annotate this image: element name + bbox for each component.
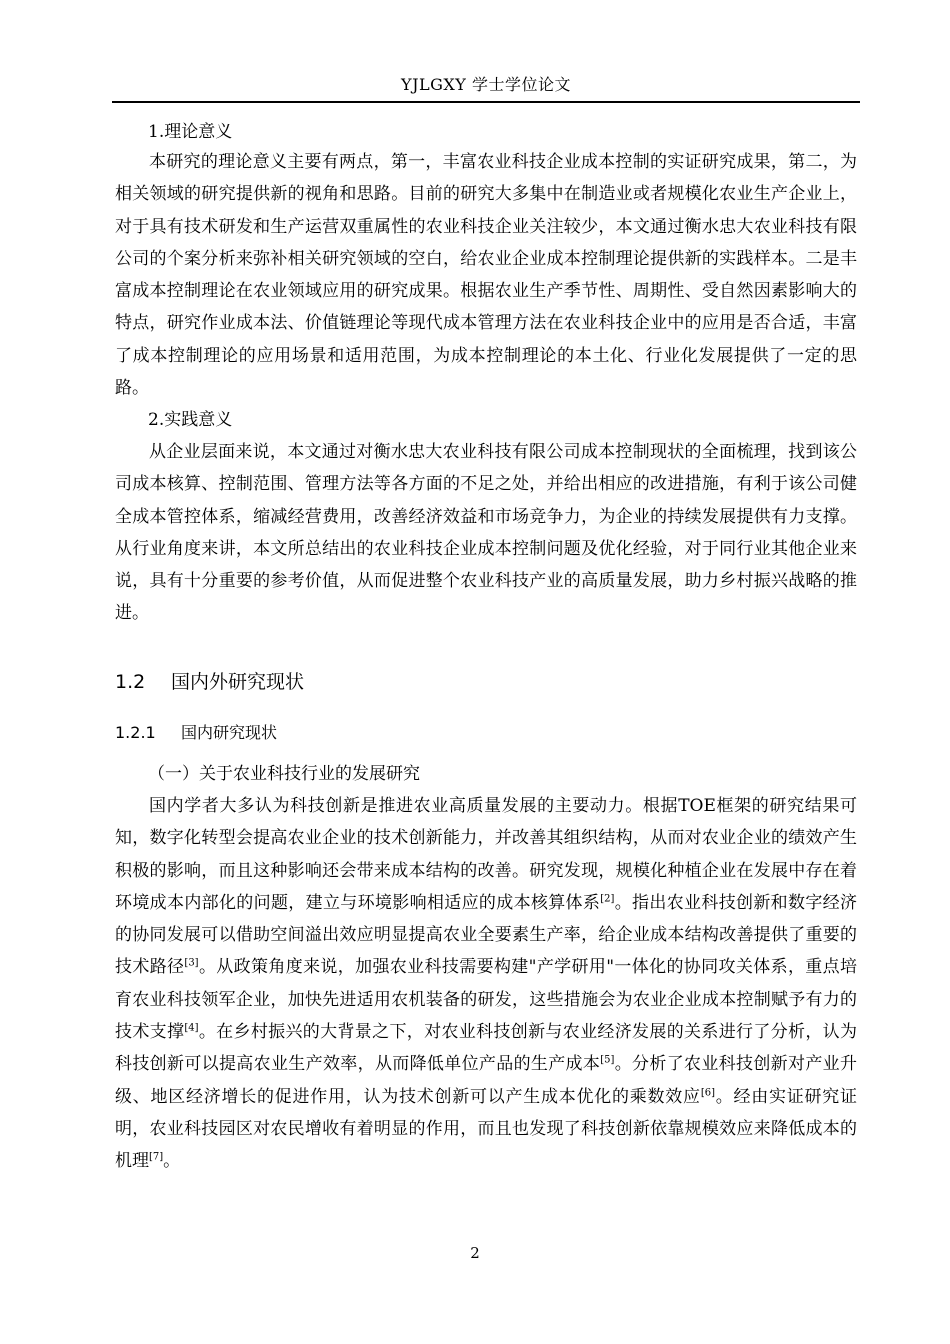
subsection-number: 1.2.1 [115, 723, 156, 742]
review-text-3: 。从政策角度来说，加强农业科技需要构建"产学研用"一体化的协同攻关体系，重点培育农业科技领军企业，加快先进适用农机装备的研发，这些措施会为农业企业成本控制赋予有力的技术支撑 [115, 957, 858, 1043]
review-text-5: 。分析了农业科技创新对产业升级、地区经济增长的促进作用，认为技术创新可以产生成本优化的乘数效应 [115, 1054, 857, 1107]
practice-significance-paragraph: 从企业层面来说，本文通过对衡水忠大农业科技有限公司成本控制现状的全面梳理，找到该公司成本核算、控制范围、管理方法等各方面的不足之处，并给出相应的改进措施，有利于该公司健全成本管控体系，缩减经营费用，改善经济效益和市场竞争力，为企业的持续发展提供有力支撑。从行业角度来讲，本文所总结出的农业科技企业成本控制问题及优化经验，对于同行业其他企业来说，具有十分重要的参考价值，从而促进整个农业科技产业的高质量发展，助力乡村振兴战略的推进。 [115, 442, 857, 624]
review-text-2: 。指出农业科技创新和数字经济的协同发展可以借助空间溢出效应明显提高农业全要素生产率，给企业成本结构改善提供了重要的技术路径 [115, 892, 857, 978]
review-text-6: 。经由实证研究证明，农业科技园区对农民增收有着明显的作用，而且也发现了科技创新依靠规模效应来降低成本的机理 [115, 1086, 857, 1172]
literature-review-paragraph [115, 790, 857, 1178]
section-number: 1.2 [115, 671, 146, 693]
header-rule [112, 101, 860, 103]
review-text-7: 。 [163, 1151, 181, 1172]
theory-significance-paragraph: 本研究的理论意义主要有两点，第一，丰富农业科技企业成本控制的实证研究成果，第二，为相关领域的研究提供新的视角和思路。目前的研究大多集中在制造业或者规模化农业生产企业上，对于具有技术研发和生产运营双重属性的农业科技企业关注较少，本文通过衡水忠大农业科技有限公司的个案分析来弥补相关研究领域的空白，给农业企业成本控制理论提供新的实践样本。二是丰富成本控制理论在农业领域应用的研究成果。根据农业生产季节性、周期性、受自然因素影响大的特点，研究作业成本法、价值链理论等现代成本管理方法在农业科技企业中的应用是否合适，丰富了成本控制理论的应用场景和适用范围，为成本控制理论的本土化、行业化发展提供了一定的思路。 [115, 152, 857, 399]
topic-heading: （一）关于农业科技行业的发展研究 [148, 764, 420, 784]
section-heading-1-2 [115, 668, 304, 696]
citation-4: [4] [184, 1022, 199, 1034]
citation-7: [7] [149, 1151, 164, 1163]
subsection-title: 国内研究现状 [181, 723, 278, 742]
theory-significance-heading: 1.理论意义 [148, 122, 233, 142]
practice-significance-heading: 2.实践意义 [148, 410, 233, 430]
citation-3: [3] [184, 957, 199, 969]
section-title: 国内外研究现状 [171, 671, 305, 693]
review-text-4: 。在乡村振兴的大背景之下，对农业科技创新与农业经济发展的关系进行了分析，认为科技创新可以提高农业生产效率，从而降低单位产品的生产成本 [115, 1022, 858, 1075]
citation-5: [5] [600, 1054, 615, 1066]
subsection-heading-1-2-1 [115, 720, 277, 746]
review-text-1: 国内学者大多认为科技创新是推进农业高质量发展的主要动力。根据TOE框架的研究结果可知，数字化转型会提高农业企业的技术创新能力，并改善其组织结构，从而对农业企业的绩效产生积极的影响，而且这种影响还会带来成本结构的改善。研究发现，规模化种植企业在发展中存在着环境成本内部化的问题，建立与环境影响相适应的成本核算体系 [115, 796, 857, 913]
citation-6: [6] [700, 1087, 715, 1099]
running-header: YJLGXY 学士学位论文 [401, 75, 571, 94]
citation-2: [2] [600, 893, 615, 905]
page-number: 2 [470, 1244, 480, 1262]
